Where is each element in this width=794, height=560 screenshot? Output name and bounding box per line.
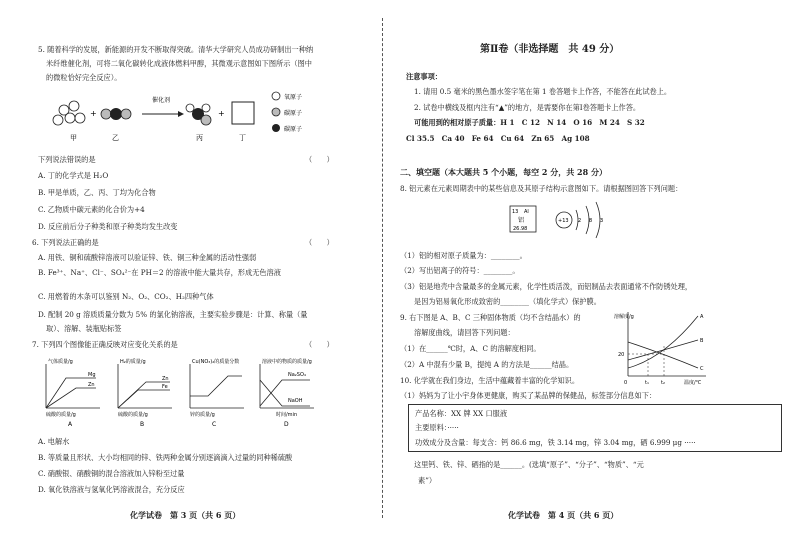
q9-stem-2: 溶解度曲线，请回答下列问题： — [414, 328, 515, 337]
curve-a — [628, 316, 698, 368]
q5-option-c: C. 乙物质中碳元素的化合价为+4 — [38, 205, 145, 214]
product-contents: 功效成分及含量：每支含：钙 86.6 mg，铁 3.14 mg，锌 3.04 mg，硒 6.999 μg ····· — [415, 438, 696, 447]
graph-d-line-na2so4 — [260, 380, 310, 406]
curve-b-label: B — [700, 338, 704, 344]
left-page — [0, 0, 380, 560]
q5-stem-line1: 5. 随着科学的发展，新能源的开发不断取得突破。清华大学研究人员成功研制出一种纳 — [38, 45, 314, 54]
q5-prompt: 下列说法错误的是 — [38, 155, 96, 164]
notice-1: 1. 请用 0.5 毫米的黑色墨水签字笔在第 1 卷答题卡上作答，不能答在此试卷上。 — [414, 87, 672, 96]
graph-b — [118, 358, 172, 428]
graph-a — [46, 358, 100, 428]
graph-a-series-1: Mg — [88, 372, 96, 378]
legend-hydrogen-icon — [272, 92, 280, 100]
q9-ylabel: 溶解度/g — [614, 314, 634, 320]
q5-option-b: B. 甲是单质，乙、丙、丁均为化合物 — [38, 188, 156, 197]
section-2-heading: 二、填空题（本大题共 5 个小题，每空 2 分，共 28 分） — [400, 167, 607, 177]
graph-a-series-2: Zn — [88, 382, 95, 388]
graph-c-ylabel: Cu(NO₃)₂的质量分数 — [192, 359, 240, 365]
q6-option-c: C. 用燃着的木条可以鉴别 N₂、O₂、CO₂、H₂四种气体 — [38, 292, 214, 301]
graph-b-ylabel: H₂的质量/g — [120, 359, 146, 365]
q6-option-d-cont: 取）、溶解、装瓶贴标签 — [46, 324, 122, 333]
graph-c-tag: C — [212, 421, 217, 428]
q7-stem: 7. 下列四个图像能正确反映对应变化关系的是 — [32, 340, 178, 349]
graph-a-tag: A — [68, 421, 73, 428]
catalyst-label: 催化剂 — [152, 97, 171, 104]
left-footer: 化学试卷 第 3 页（共 6 页） — [130, 510, 241, 520]
page-divider — [382, 18, 383, 518]
q9-xlabel: 温度/℃ — [684, 380, 702, 386]
legend-oxygen-icon — [272, 108, 280, 116]
element-mass: 26.98 — [513, 226, 528, 232]
section-title: 第Ⅱ卷（非选择题 共 49 分） — [480, 44, 620, 55]
q8-item-2: （2）写出铝离子的符号：________。 — [400, 266, 520, 275]
product-name: 产品名称：XX 牌 XX 口服液 — [415, 409, 508, 418]
q9-solubility-chart — [614, 306, 718, 388]
q8-item-1: （1）铝的相对原子质量为：________。 — [400, 251, 527, 260]
element-symbol: Al — [524, 209, 529, 215]
q10-question: 这里钙、铁、锌、硒指的是______。(选填“原子”、“分子”、“物质”、“元 — [414, 460, 644, 469]
q7-option-c: C. 硝酸银、硝酸铜的混合溶液加入锌粉至过量 — [38, 469, 185, 478]
molecule-ding-box — [232, 102, 254, 124]
q8-item-3-cont: 是因为铝易氧化形成致密的________（填化学式）保护膜。 — [414, 297, 601, 306]
graph-b-line-zn — [118, 390, 170, 408]
graph-b-series-2: Fe — [162, 384, 168, 390]
q5-option-a: A. 丁的化学式是 H₂O — [38, 171, 109, 180]
element-number: 13 — [512, 209, 519, 215]
graph-a-ylabel: 气体质量/g — [48, 359, 73, 365]
q10-item-1: （1）妈妈为了让小宇身体更健康，购买了某品牌的保健品，标签部分信息如下： — [400, 391, 657, 400]
q6-stem: 6. 下列说法正确的是 — [32, 238, 99, 247]
svg-text:+: + — [218, 109, 225, 118]
graph-c-line — [190, 376, 242, 396]
atom-structure — [556, 202, 603, 238]
q5-stem-line3: 的微粒恰好完全反应）。 — [46, 73, 122, 82]
q8-item-3: （3）铝是地壳中含量最多的金属元素，化学性质活泼，而铝制品去表面通常不作防锈处理， — [400, 282, 693, 291]
molecule-jia — [53, 101, 85, 125]
atomic-masses-1: 可能用到的相对原子质量：H 1 C 12 N 14 O 16 M 24 S 32 — [414, 118, 645, 127]
right-page — [388, 0, 794, 560]
svg-text:+: + — [90, 109, 97, 118]
q9-ytick: 20 — [618, 352, 625, 358]
curve-c-label: C — [700, 366, 704, 372]
atomic-masses-2: Cl 35.5 Ca 40 Fe 64 Cu 64 Zn 65 Ag 108 — [406, 134, 590, 143]
graph-a-xlabel: 硫酸的质量/g — [46, 412, 76, 418]
q10-stem: 10. 化学就在我们身边，生活中蕴藏着丰富的化学知识。 — [400, 376, 580, 385]
q6-paren: （ ） — [305, 238, 334, 247]
curve-b — [628, 340, 698, 360]
q5-stem-line2: 米纤维催化剂，可将二氧化碳转化成液体燃料甲醇，其微观示意图如下图所示（图中 — [46, 59, 312, 68]
label-ding: 丁 — [239, 134, 246, 142]
q5-option-d: D. 反应前后分子种类和原子种类均发生改变 — [38, 222, 178, 231]
graph-b-xlabel: 硫酸的质量/g — [118, 412, 148, 418]
legend-carbon-icon — [272, 124, 280, 132]
label-jia: 甲 — [70, 134, 77, 142]
q7-option-d: D. 氧化铁溶液与氢氧化钙溶液混合，充分反应 — [38, 485, 185, 494]
graph-d-line-naoh — [260, 380, 310, 406]
molecule-yi — [101, 108, 131, 120]
q6-option-d: D. 配制 20 g 溶质质量分数为 5% 的氯化钠溶液，主要实验步骤是：计算、称量（量 — [38, 310, 308, 319]
q9-stem-1: 9. 右下图是 A、B、C 三种固体物质（均不含结晶水）的 — [400, 313, 581, 322]
right-footer: 化学试卷 第 4 页（共 6 页） — [508, 510, 619, 520]
q6-option-a: A. 用铁、铜和硫酸锌溶液可以验证锌、铁、铜三种金属的活动性强弱 — [38, 253, 257, 262]
q8-aluminium-diagram — [508, 198, 618, 242]
q5-molecule-diagram — [40, 88, 340, 148]
legend-1: 氧原子 — [284, 94, 303, 101]
graph-d — [260, 358, 314, 428]
q7-graphs — [38, 356, 328, 428]
molecule-bing — [186, 104, 211, 125]
element-card — [510, 206, 536, 232]
product-label-box — [408, 404, 782, 452]
q7-option-a: A. 电解水 — [38, 437, 70, 446]
graph-a-line-zn — [46, 388, 96, 408]
q7-option-b: B. 等质量且形状、大小均相同的锌、铁两种金属分别逐滴滴入过量的同种稀硫酸 — [38, 453, 293, 462]
graph-b-series-1: Zn — [162, 376, 169, 382]
q9-item-1: （1）在______℃时，A、C 的溶解度相同。 — [400, 344, 541, 353]
q10-question-cont: 素”） — [418, 476, 437, 485]
notice-heading: 注意事项： — [406, 72, 442, 81]
legend-3: 碳原子 — [284, 126, 303, 133]
graph-c — [190, 358, 244, 428]
label-bing: 丙 — [196, 134, 203, 142]
q9-xtick-0: 0 — [624, 380, 628, 386]
nucleus-charge: +13 — [558, 218, 569, 224]
q9-xtick-1: t₁ — [645, 380, 649, 386]
legend-2: 碳原子 — [284, 110, 303, 117]
graph-d-xlabel: 时间/min — [276, 412, 298, 418]
shell-2: 8 — [589, 218, 593, 224]
product-ingredients: 主要原料：····· — [415, 423, 459, 432]
graph-b-tag: B — [140, 421, 145, 428]
graph-d-ylabel: 溶液中的物质的质量/g — [262, 359, 312, 365]
q5-paren: （ ） — [305, 155, 334, 164]
q8-stem: 8. 铝元素在元素周期表中的某些信息及其原子结构示意图如下。请根据图回答下列问题： — [400, 184, 683, 193]
shell-3: 3 — [600, 218, 604, 224]
q9-item-2: （2）A 中混有少量 B，提纯 A 的方法是______结晶。 — [400, 360, 574, 369]
graph-c-xlabel: 锌的质量/g — [190, 412, 215, 418]
q7-paren: （ ） — [305, 340, 334, 349]
shell-1: 2 — [578, 218, 582, 224]
graph-d-series-1: Na₂SO₄ — [288, 372, 306, 378]
notice-2: 2. 试卷中横线及框内注有“▲”的地方，是需要你在第Ⅰ卷答题卡上作答。 — [414, 103, 641, 112]
element-name: 铝 — [518, 217, 525, 224]
graph-d-tag: D — [284, 421, 289, 428]
graph-d-series-2: NaOH — [288, 398, 303, 404]
q9-xtick-2: t₂ — [661, 380, 665, 386]
q6-option-b: B. Fe³⁺、Na⁺、Cl⁻、SO₄²⁻在 PH＝2 的溶液中能大量共存，形成无色溶液 — [38, 268, 281, 277]
curve-a-label: A — [700, 314, 704, 320]
label-yi: 乙 — [112, 134, 119, 142]
